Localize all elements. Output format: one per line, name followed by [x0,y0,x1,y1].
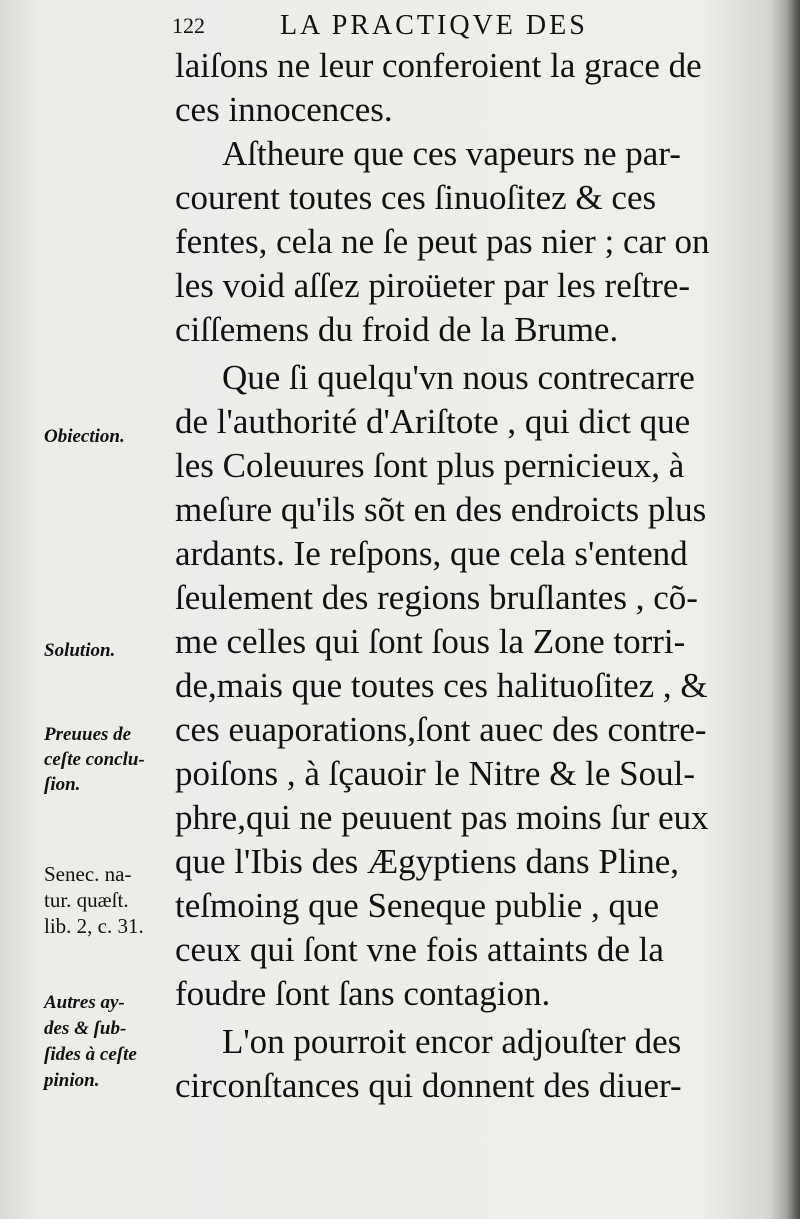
margin-note-seneca-2: tur. quæſt. [44,888,129,912]
text-line: ces innocences. [175,90,393,129]
margin-note-autres-2: des & ſub- [44,1018,127,1039]
text-line: teſmoing que Seneque publie , que [175,886,660,925]
text-line: courent toutes ces ſinuoſitez & ces [175,178,657,217]
text-line: ardants. Ie reſpons, que cela s'entend [175,534,688,573]
running-head: LA PRACTIQVE DES [280,10,588,41]
margin-note-preuves-1: Preuues de [44,724,132,745]
text-line: fentes, cela ne ſe peut pas nier ; car on [175,222,710,261]
text-line: laiſons ne leur conferoient la grace de [175,46,702,85]
text-line: meſure qu'ils sõt en des endroicts plus [175,490,707,529]
text-line: de l'authorité d'Ariſtote , qui dict que [175,402,691,441]
text-line: les Coleuures ſont plus pernicieux, à [175,446,685,485]
margin-note-autres-4: pinion. [44,1070,100,1091]
text-line: circonſtances qui donnent des diuer- [175,1066,682,1105]
margin-note-seneca-1: Senec. na- [44,862,132,886]
text-line: ces euaporations,ſont auec des contre- [175,710,707,749]
page-gutter-shadow [786,0,800,1219]
margin-note-seneca-3: lib. 2, c. 31. [44,914,144,938]
margin-note-solution: Solution. [44,640,116,661]
margin-note-preuves-3: ſion. [44,774,81,795]
text-line: ſeulement des regions bruſlantes , cõ- [175,578,698,617]
page-header [172,6,772,46]
page-number: 122 [172,13,205,38]
text-line: que l'Ibis des Ægyptiens dans Pline, [175,842,680,881]
margin-note-autres-1: Autres ay- [44,992,125,1013]
text-line: de,mais que toutes ces halituoſitez , & [175,666,708,705]
text-line: poiſons , à ſçauoir le Nitre & le Soul- [175,754,696,793]
text-line: Que ſi quelqu'vn nous contrecarre [222,358,695,397]
margin-note-preuves-2: ceſte conclu- [44,749,145,770]
text-line: me celles qui ſont ſous la Zone torri- [175,622,686,661]
text-line: ceux qui ſont vne fois attaints de la [175,930,664,969]
text-line: L'on pourroit encor adjouſter des [222,1022,682,1061]
text-line: foudre ſont ſans contagion. [175,974,551,1013]
text-line: Aſtheure que ces vapeurs ne par- [222,134,681,173]
text-line: ciſſemens du froid de la Brume. [175,310,619,349]
text-line: phre,qui ne peuuent pas moins ſur eux [175,798,709,837]
margin-note-autres-3: ſides à ceſte [44,1044,137,1065]
margin-note-objection: Obiection. [44,426,125,447]
text-line: les void aſſez piroüeter par les reſtre- [175,266,691,305]
